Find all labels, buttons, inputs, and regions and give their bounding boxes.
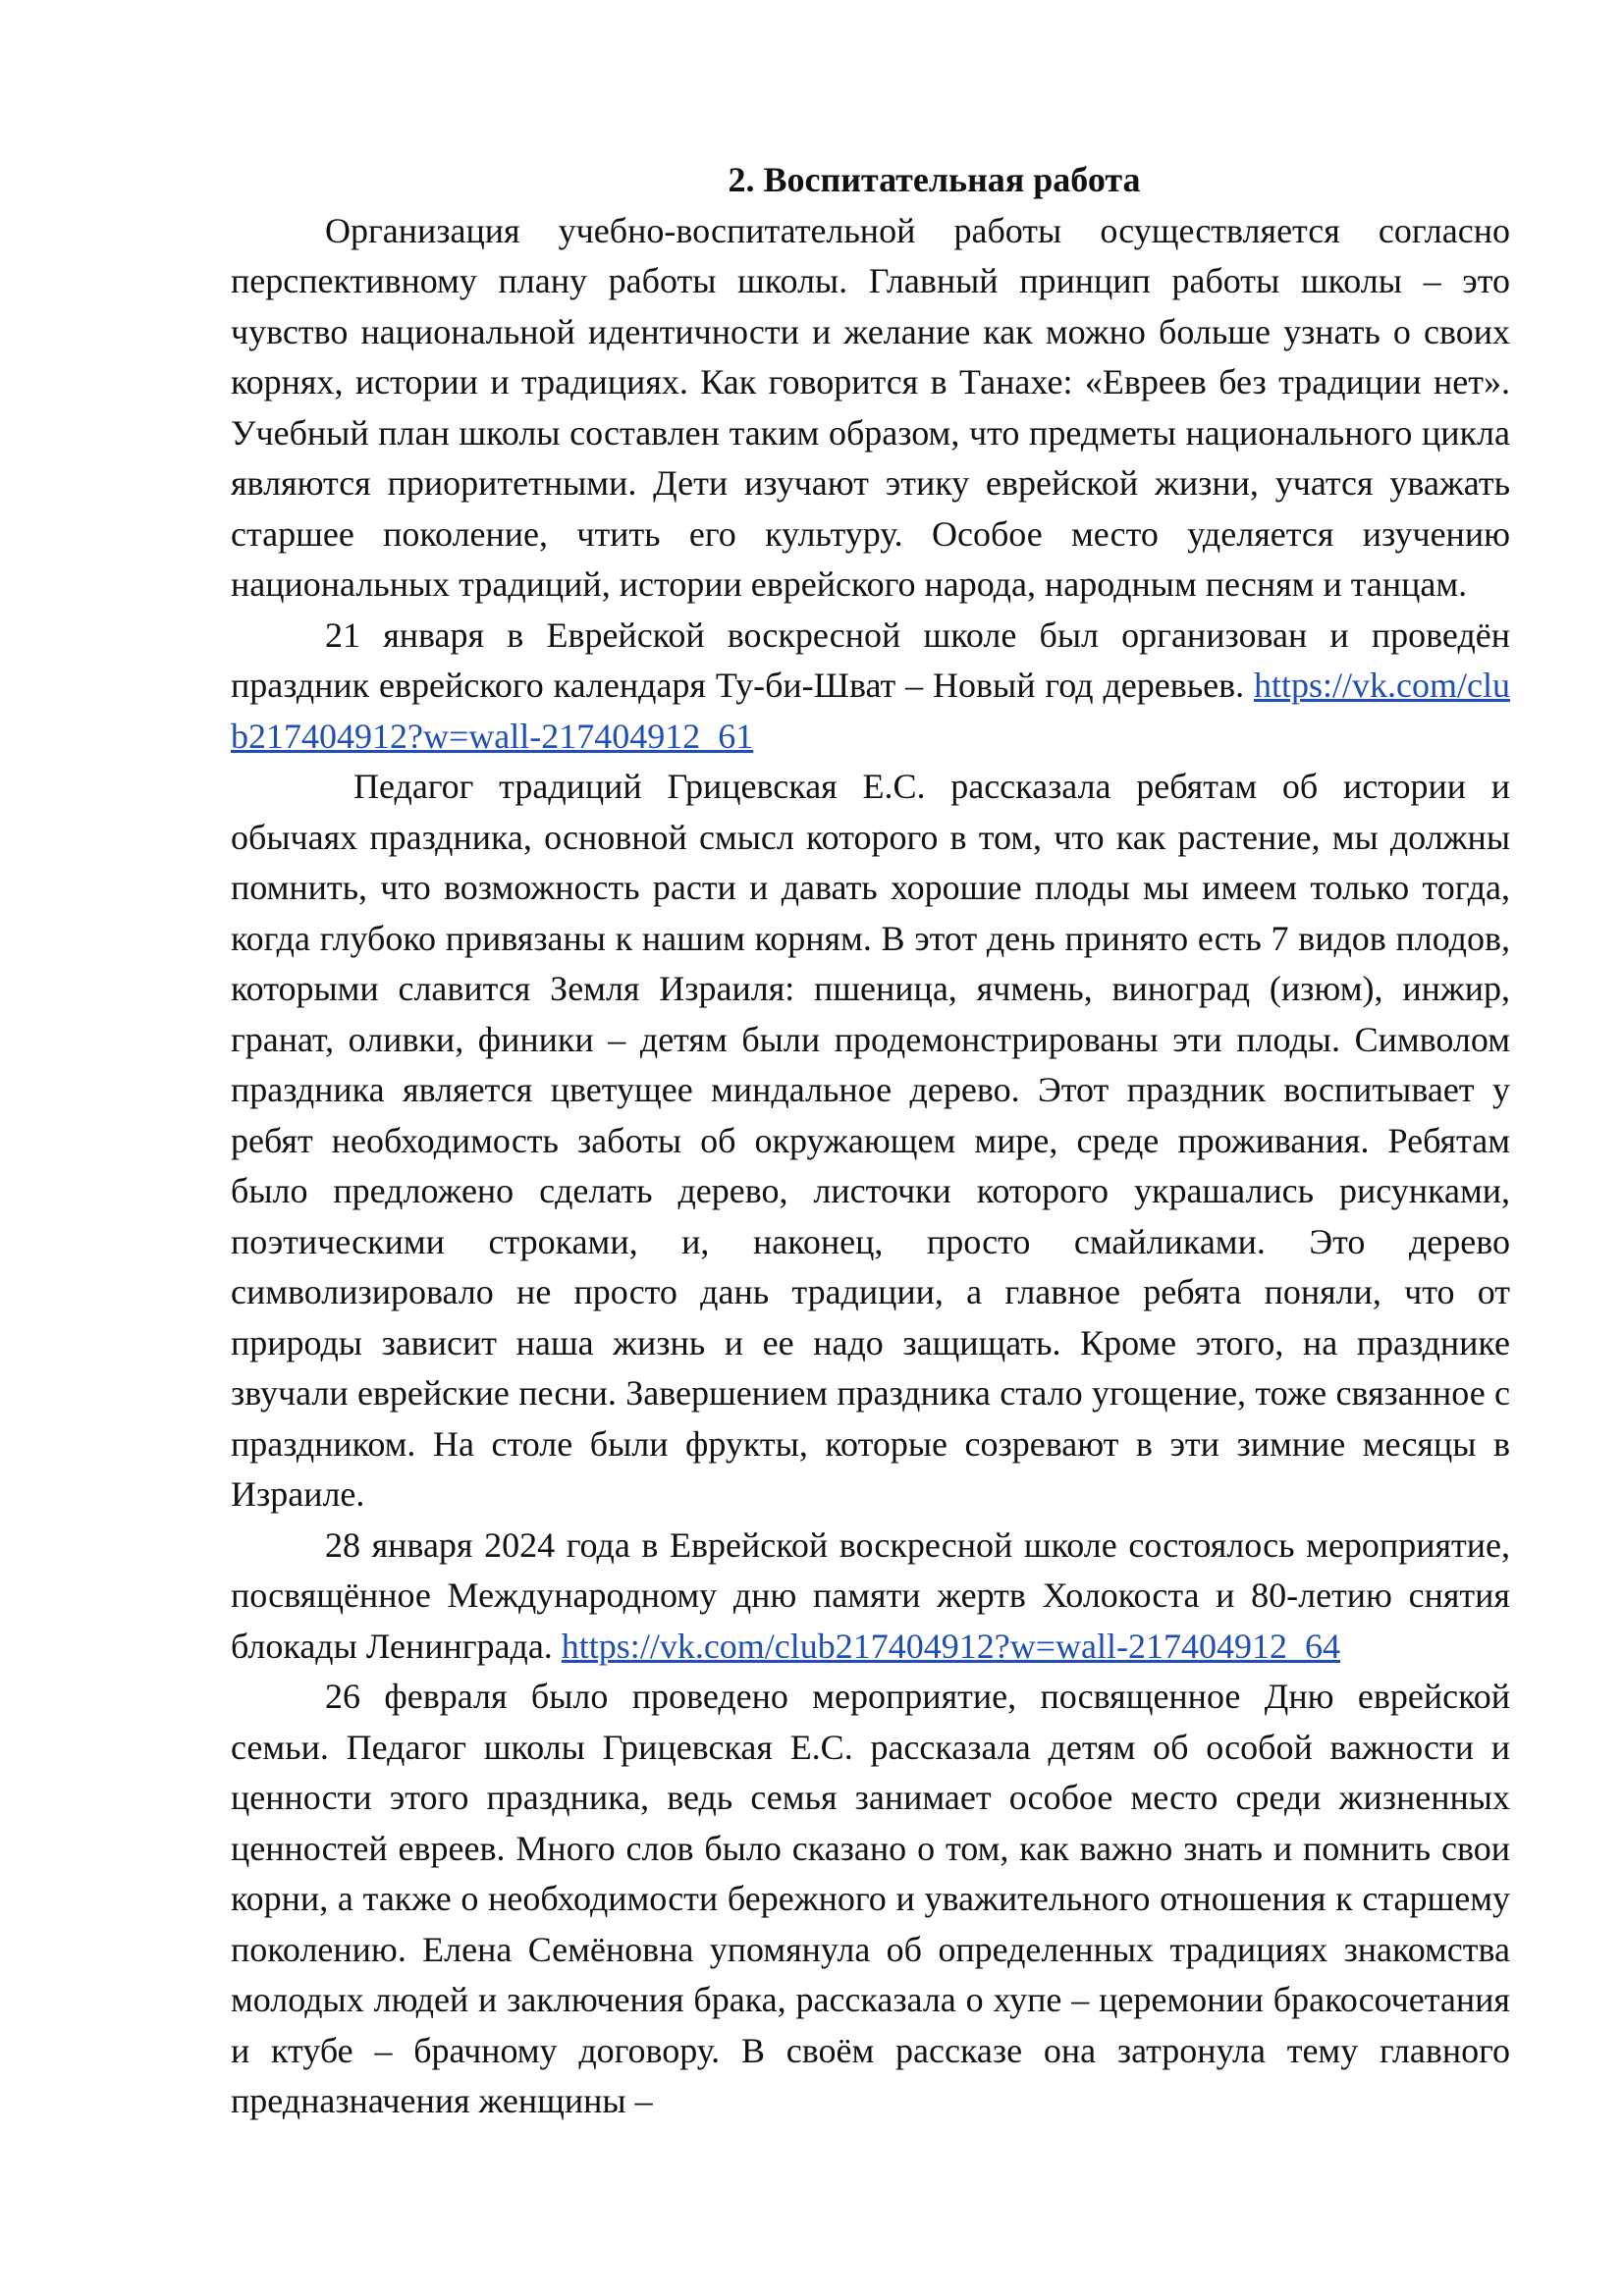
paragraph-holocaust-memorial-text: 28 января 2024 года в Еврейской воскресной школе состоялось мероприятие, посвящённое Международному дню памяти жертв Холокоста и 80-летию снятия блокады Ленинграда. xyxy=(231,1524,1510,1666)
paragraph-holocaust-memorial xyxy=(231,1521,1510,1673)
paragraph-tu-bishvat-text: 21 января в Еврейской воскресной школе был организован и проведён праздник еврейского календаря Ту-би-Шват – Новый год деревьев. xyxy=(231,614,1510,705)
paragraph-tu-bishvat-details: Педагог традиций Грицевская Е.С. рассказала ребятам об истории и обычаях праздника, основной смысл которого в том, что как растение, мы должны помнить, что возможность расти и давать хорошие плоды мы имеем только тогда, когда глубоко привязаны к нашим корням. В этот день принято есть 7 видов плодов, которыми славится Земля Израиля: пшеница, ячмень, виноград (изюм), инжир, гранат, оливки, финики – детям были продемонстрированы эти плоды. Символом праздника является цветущее миндальное дерево. Этот праздник воспитывает у ребят необходимость заботы об окружающем мире, среде проживания. Ребятам было предложено сделать дерево, листочки которого украшались рисунками, поэтическими строками, и, наконец, просто смайликами. Это дерево символизировало не просто дань традиции, а главное ребята поняли, что от природы зависит наша жизнь и ее надо защищать. Кроме этого, на празднике звучали еврейские песни. Завершением праздника стало угощение, тоже связанное с праздником. На столе были фрукты, которые созревают в эти зимние месяцы в Израиле. xyxy=(231,767,1510,1514)
section-heading: 2. Воспитательная работа xyxy=(728,160,1141,199)
paragraph-tu-bishvat xyxy=(231,611,1510,763)
paragraph-intro: Организация учебно-воспитательной работы осуществляется согласно перспективному плану работы школы. Главный принцип работы школы – это чувство национальной идентичности и желание как можно больше узнать о своих корнях, истории и традициях. Как говорится в Танахе: «Евреев без традиции нет». Учебный план школы составлен таким образом, что предметы национального цикла являются приоритетными. Дети изучают этику еврейской жизни, учатся уважать старшее поколение, чтить его культуру. Особое место уделяется изучению национальных традиций, истории еврейского народа, народным песням и танцам. xyxy=(231,210,1510,604)
document-body xyxy=(231,155,1510,2127)
vk-post-link-64[interactable]: https://vk.com/club217404912?w=wall-217404912_64 xyxy=(561,1626,1341,1666)
paragraph-family-day: 26 февраля было проведено мероприятие, посвященное Дню еврейской семьи. Педагог школы Грицевская Е.С. рассказала детям об особой важности и ценности этого праздника, ведь семья занимает особое место среди жизненных ценностей евреев. Много слов было сказано о том, как важно знать и помнить свои корни, а также о необходимости бережного и уважительного отношения к старшему поколению. Елена Семёновна упомянула об определенных традициях знакомства молодых людей и заключения брака, рассказала о хупе – церемонии бракосочетания и ктубе – брачному договору. В своём рассказе она затронула тему главного предназначения женщины – xyxy=(231,1677,1510,2120)
vk-post-link-61[interactable]: https://vk.com/club217404912?w=wall-217404912_61 xyxy=(231,666,1511,756)
